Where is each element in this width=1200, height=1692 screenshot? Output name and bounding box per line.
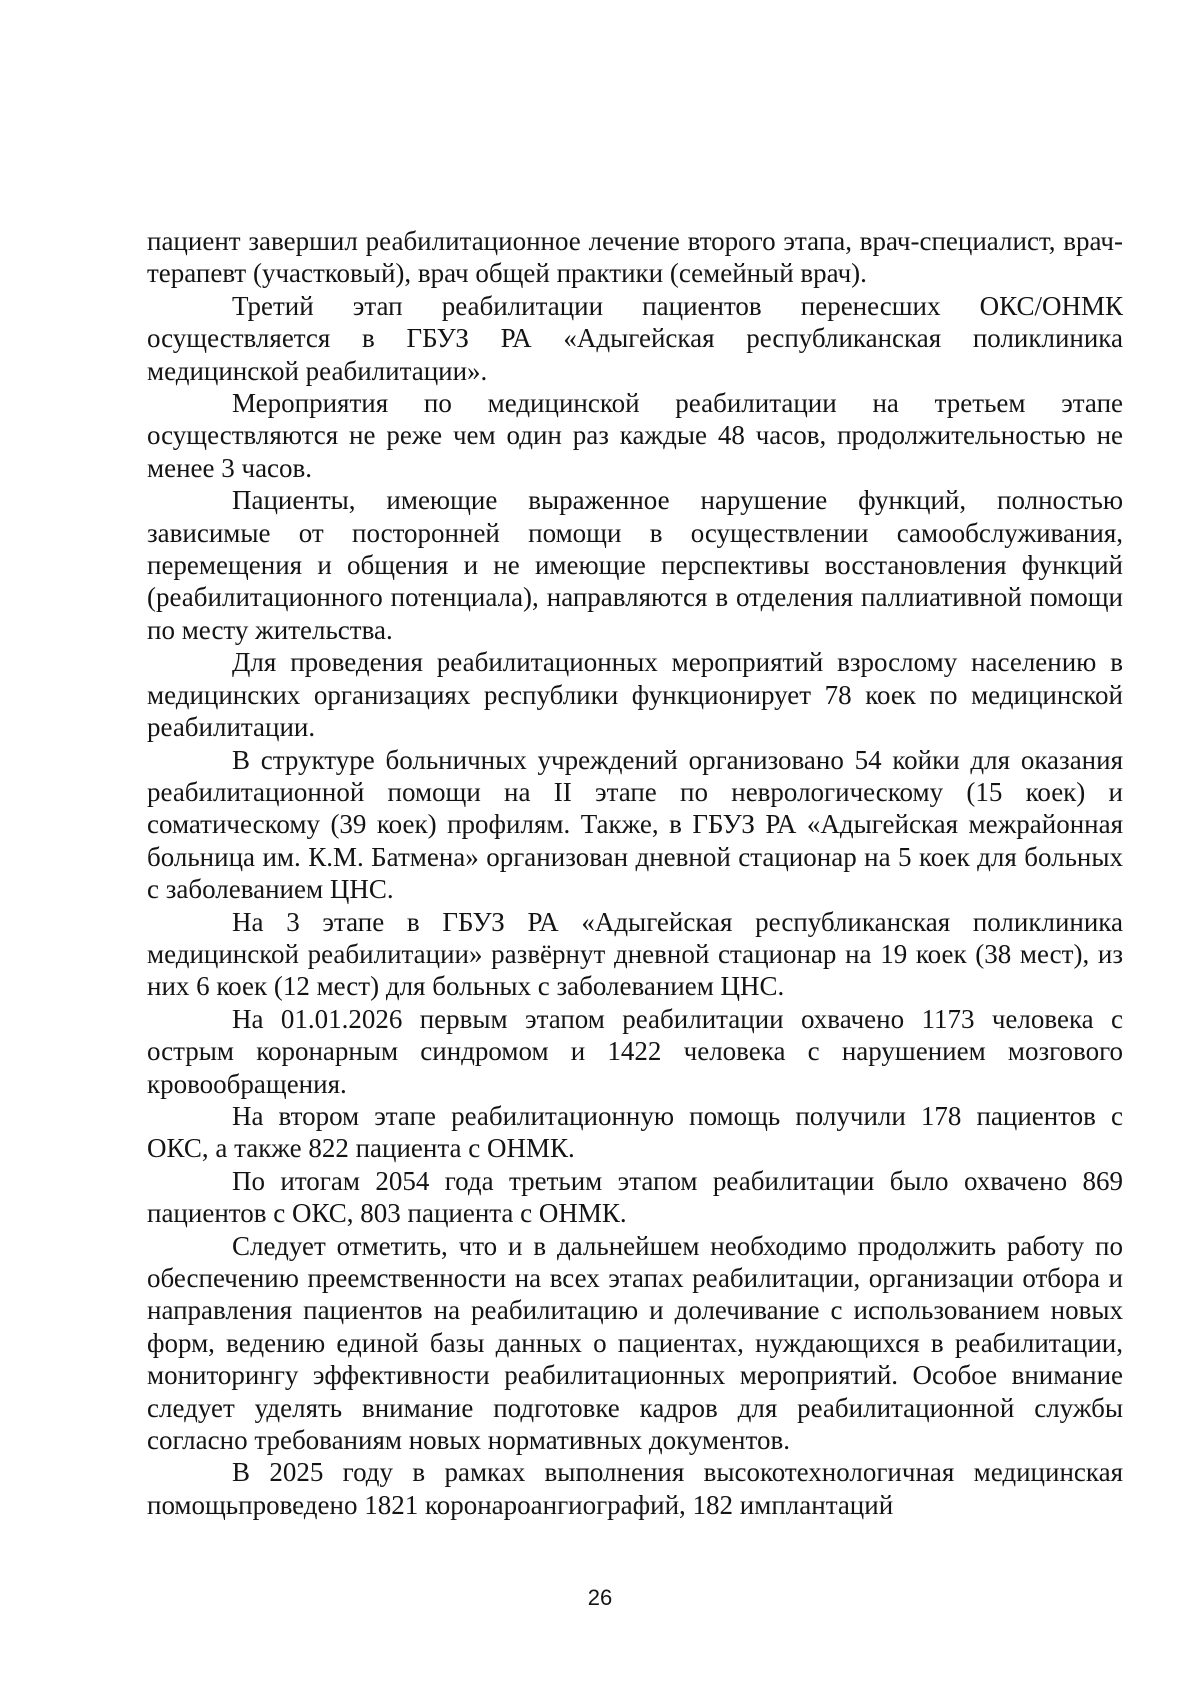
paragraph-day-hospital: На 3 этапе в ГБУЗ РА «Адыгейская республиканская поликлиника медицинской реабилитации» развёрнут дневной стационар на 19 коек (38 мест), из них 6 коек (12 мест) для больных с заболеванием ЦНС. [147, 906, 1123, 1002]
paragraph-first-stage-coverage: На 01.01.2026 первым этапом реабилитации охвачено 1173 человека с острым коронарным синдромом и 1422 человека с нарушением мозгового кровообращения. [147, 1003, 1123, 1099]
paragraph-second-stage-coverage: На втором этапе реабилитационную помощь получили 178 пациентов с ОКС, а также 822 пациента с ОНМК. [147, 1100, 1123, 1164]
paragraph-future-work: Следует отметить, что и в дальнейшем необходимо продолжить работу по обеспечению преемственности на всех этапах реабилитации, организации отбора и направления пациентов на реабилитацию и долечивание с использованием новых форм, ведению единой базы данных о пациентах, нуждающихся в реабилитации, мониторингу эффективности реабилитационных мероприятий. Особое внимание следует уделять внимание подготовке кадров для реабилитационной службы согласно требованиям новых нормативных документов. [147, 1230, 1123, 1456]
paragraph-third-stage-frequency: Мероприятия по медицинской реабилитации на третьем этапе осуществляются не реже чем один раз каждые 48 часов, продолжительностью не менее 3 часов. [147, 388, 1123, 483]
paragraph-bed-count: Для проведения реабилитационных мероприятий взрослому населению в медицинских организациях республики функционирует 78 коек по медицинской реабилитации. [147, 647, 1123, 743]
page-number: 26 [587, 1585, 613, 1610]
body-text [147, 225, 1123, 1521]
paragraph-continuation: пациент завершил реабилитационное лечение второго этапа, врач-специалист, врач-терапевт (участковый), врач общей практики (семейный врач). [147, 226, 1123, 289]
paragraph-third-stage-location: Третий этап реабилитации пациентов перенесших ОКС/ОНМК осуществляется в ГБУЗ РА «Адыгейская республиканская поликлиника медицинской реабилитации». [147, 290, 1123, 386]
paragraph-high-tech-care: В 2025 году в рамках выполнения высокотехнологичная медицинская помощьпроведено 1821 коронароангиографий, 182 имплантаций [147, 1457, 1123, 1520]
paragraph-hospital-structure: В структуре больничных учреждений организовано 54 койки для оказания реабилитационной помощи на II этапе по неврологическому (15 коек) и соматическому (39 коек) профилям. Также, в ГБУЗ РА «Адыгейская межрайонная больница им. К.М. Батмена» организован дневной стационар на 5 коек для больных с заболеванием ЦНС. [147, 744, 1123, 905]
paragraph-third-stage-coverage: По итогам 2054 года третьим этапом реабилитации было охвачено 869 пациентов с ОКС, 803 пациента с ОНМК. [147, 1165, 1123, 1229]
paragraph-palliative-referral: Пациенты, имеющие выраженное нарушение функций, полностью зависимые от посторонней помощи в осуществлении самообслуживания, перемещения и общения и не имеющие перспективы восстановления функций (реабилитационного потенциала), направляются в отделения паллиативной помощи по месту жительства. [147, 485, 1123, 645]
